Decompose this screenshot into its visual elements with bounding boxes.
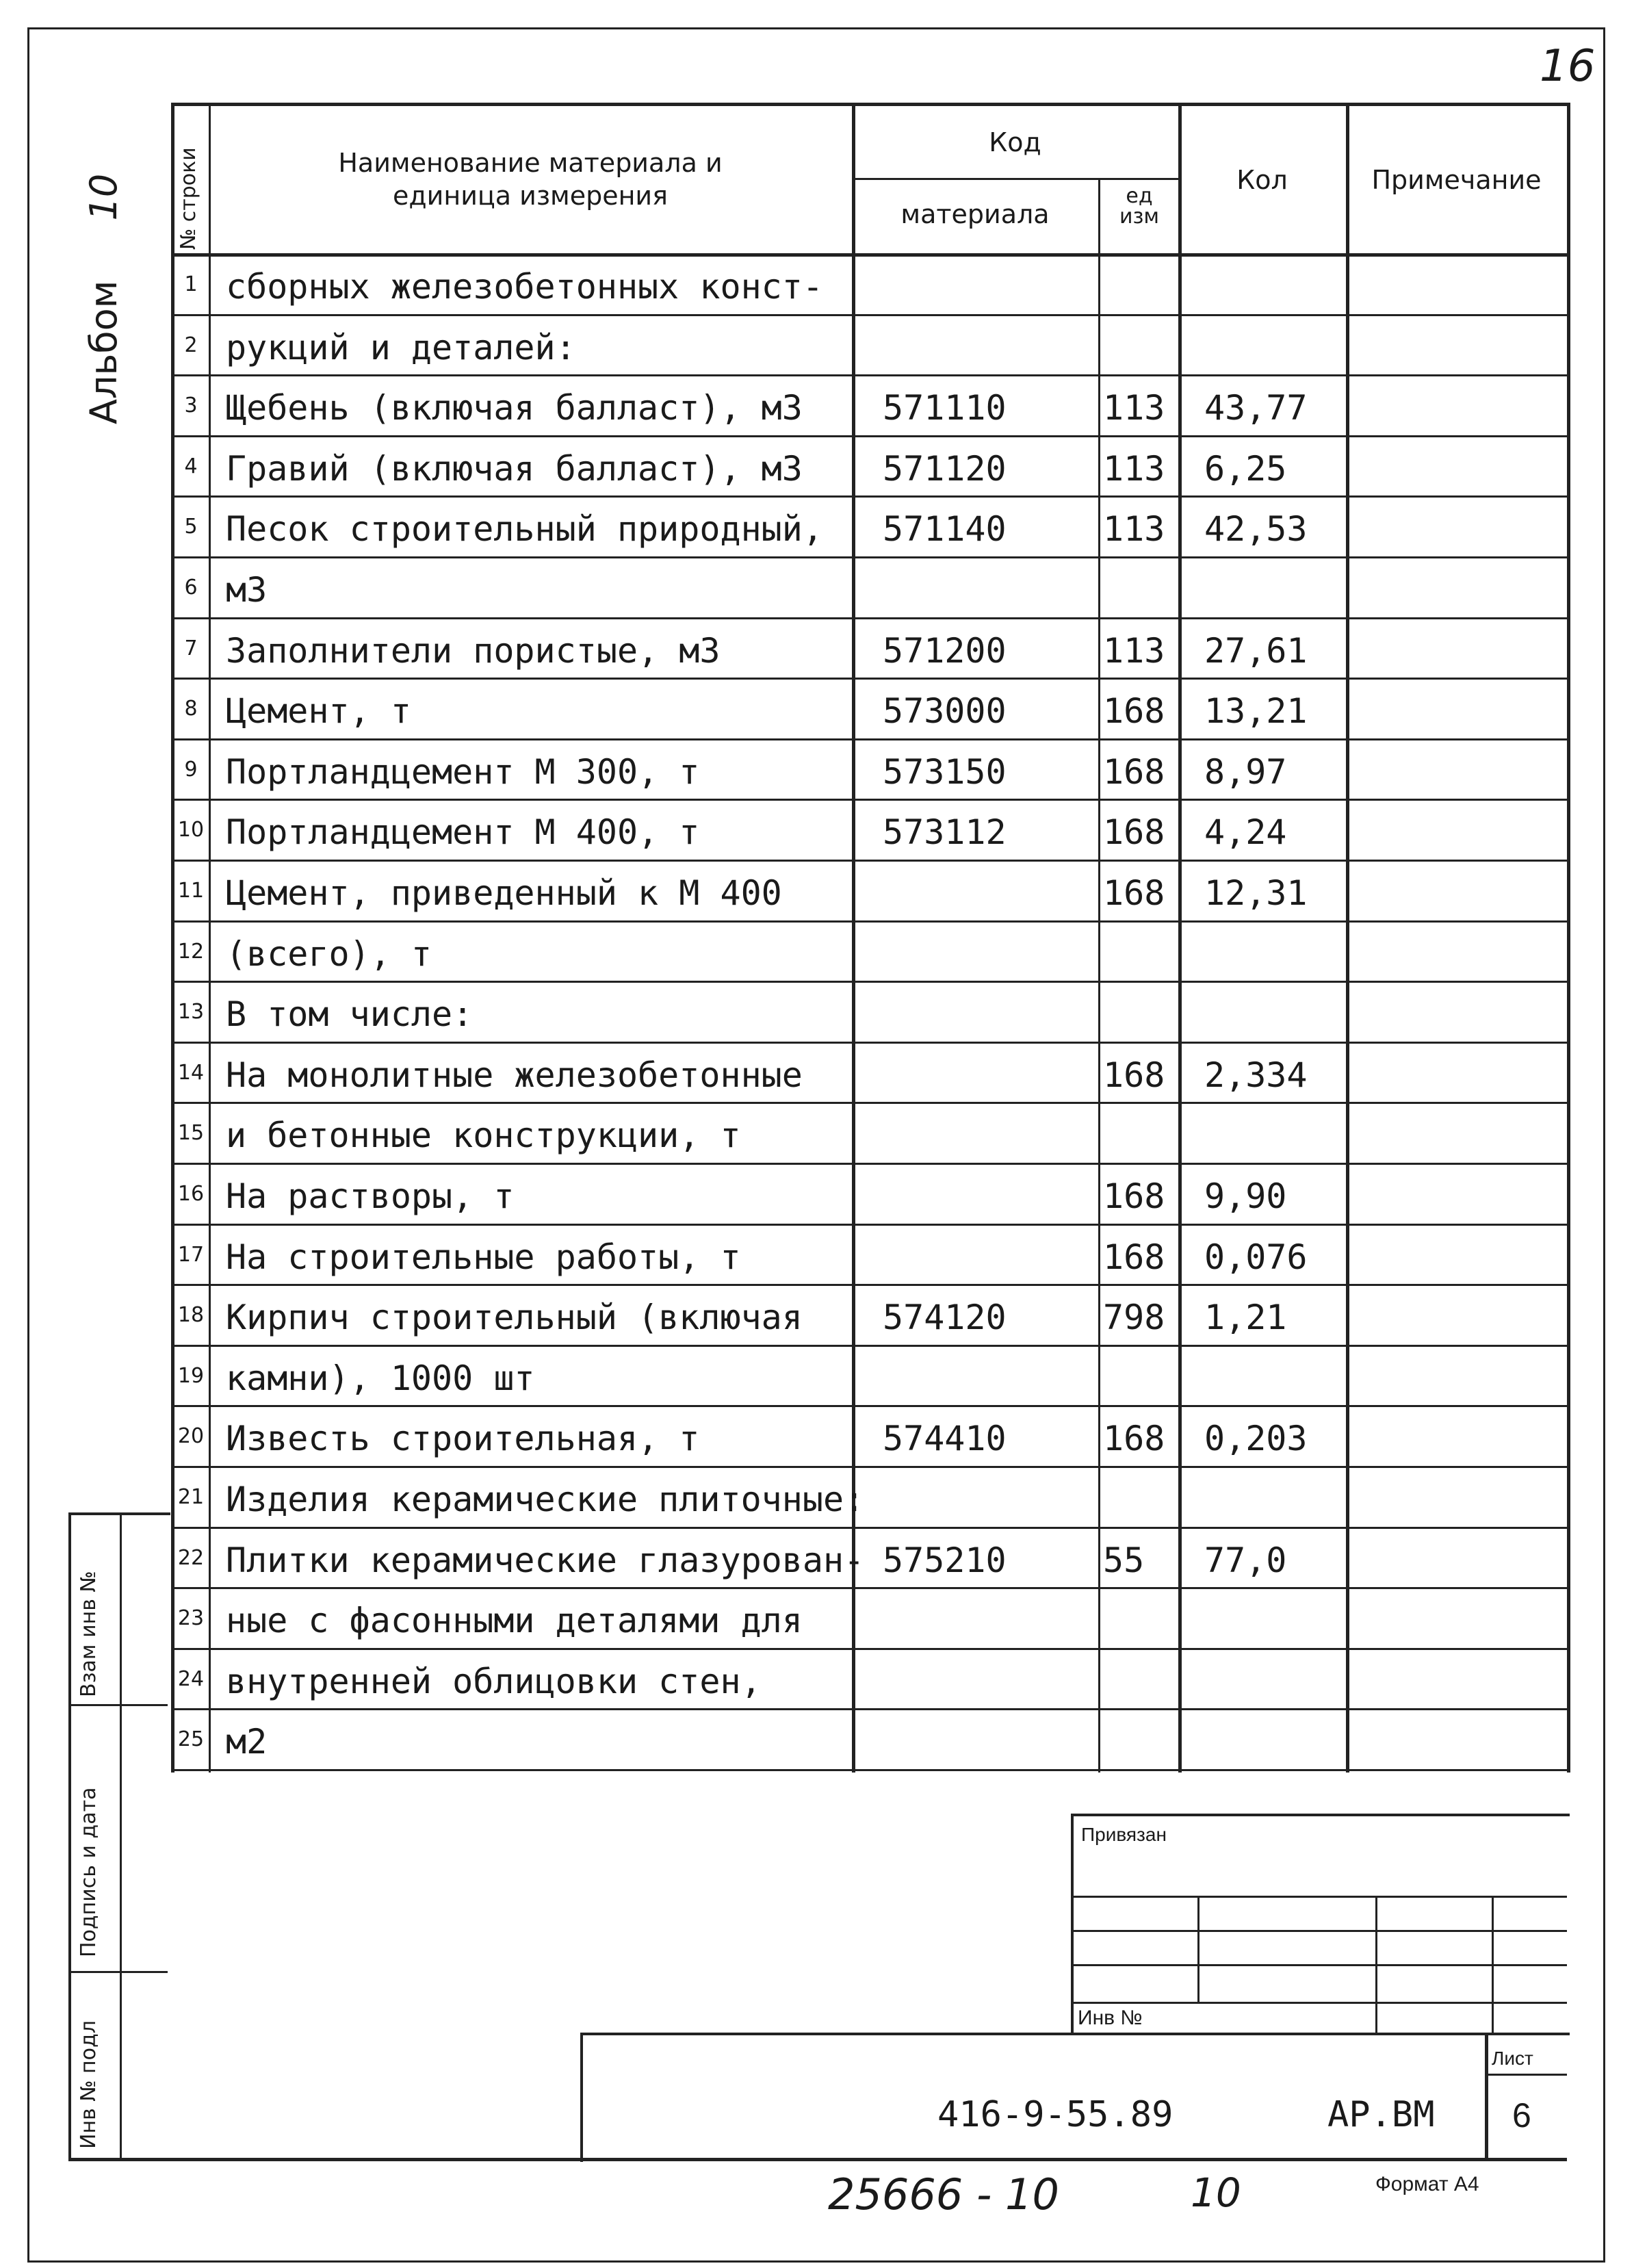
row-line <box>171 374 1569 376</box>
sheet-number: 6 <box>1512 2096 1531 2135</box>
row-line <box>171 617 1569 619</box>
row-name: камни), 1000 шт <box>226 1358 535 1398</box>
row-unit: 113 <box>1103 388 1165 428</box>
row-name: Портландцемент М 300, т <box>226 751 700 792</box>
table-bottom-line <box>171 1769 1569 1771</box>
row-qty: 9,90 <box>1204 1176 1287 1216</box>
row-unit: 168 <box>1103 751 1165 792</box>
row-name: и бетонные конструкции, т <box>226 1116 741 1156</box>
side-podpis-label: Подпись и дата <box>77 1787 101 1957</box>
row-qty: 13,21 <box>1204 691 1308 732</box>
header-qty: Кол <box>1236 165 1288 195</box>
row-line <box>171 1345 1569 1347</box>
row-name: Заполнители пористые, м3 <box>226 630 721 671</box>
row-number: 19 <box>177 1363 205 1388</box>
privyazan-divider-3 <box>1492 1896 1494 2033</box>
row-number: 25 <box>177 1727 205 1752</box>
row-line <box>171 1224 1569 1226</box>
row-line <box>171 738 1569 740</box>
col-divider-qty <box>1346 103 1349 1773</box>
row-unit: 55 <box>1103 1540 1145 1580</box>
row-unit: 798 <box>1103 1298 1165 1338</box>
row-name: Плитки керамические глазурован- <box>226 1540 865 1580</box>
row-name: Цемент, приведенный к М 400 <box>226 873 782 913</box>
row-unit: 113 <box>1103 509 1165 550</box>
code-subheader-line <box>852 178 1178 180</box>
title-sheet-line <box>1485 2074 1567 2076</box>
row-name: На строительные работы, т <box>226 1237 741 1277</box>
col-divider-code <box>1098 178 1100 1773</box>
row-name: (всего), т <box>226 933 432 974</box>
row-unit: 168 <box>1103 1419 1165 1459</box>
header-note: Примечание <box>1371 165 1542 195</box>
row-code: 571110 <box>883 388 1007 428</box>
row-number: 18 <box>177 1303 205 1328</box>
col-divider-rownum <box>209 103 211 1773</box>
row-line <box>171 920 1569 923</box>
row-line <box>171 1405 1569 1407</box>
row-code: 575210 <box>883 1540 1007 1580</box>
privyazan-divider-1 <box>1197 1896 1199 2002</box>
row-unit: 113 <box>1103 448 1165 489</box>
row-number: 22 <box>177 1545 205 1570</box>
row-number: 1 <box>184 272 198 296</box>
side-vzam-label: Взам инв № <box>77 1571 101 1697</box>
row-number: 9 <box>184 757 198 782</box>
page-number: 16 <box>1540 41 1596 92</box>
row-code: 574410 <box>883 1419 1007 1459</box>
row-qty: 12,31 <box>1204 873 1308 913</box>
header-row-no: № строки <box>177 147 200 250</box>
row-number: 2 <box>184 333 198 357</box>
album-label-text: Альбом <box>82 280 125 424</box>
row-line <box>171 435 1569 437</box>
row-number: 5 <box>184 515 198 539</box>
row-qty: 27,61 <box>1204 630 1308 671</box>
row-qty: 42,53 <box>1204 509 1308 550</box>
row-code: 574120 <box>883 1298 1007 1338</box>
row-qty: 43,77 <box>1204 388 1308 428</box>
row-name: м3 <box>226 570 268 610</box>
row-unit: 168 <box>1103 812 1165 853</box>
row-name: внутренней облицовки стен, <box>226 1661 762 1701</box>
title-sheet-divider <box>1485 2033 1488 2159</box>
row-number: 16 <box>177 1182 205 1206</box>
section-code: АР.ВМ <box>1327 2094 1435 2135</box>
bottom-number: 10 <box>1191 2169 1241 2216</box>
row-name: ные с фасонными деталями для <box>226 1601 803 1641</box>
title-bottom-line <box>68 2158 1567 2161</box>
row-number: 12 <box>177 939 205 964</box>
row-qty: 8,97 <box>1204 751 1287 792</box>
row-line <box>171 314 1569 316</box>
row-qty: 1,21 <box>1204 1298 1287 1338</box>
table-border-right <box>1567 103 1570 1773</box>
row-line <box>171 495 1569 498</box>
album-label <box>82 174 125 424</box>
row-name: На растворы, т <box>226 1176 515 1216</box>
side-stamp-line-1 <box>68 1704 168 1706</box>
row-name: Известь строительная, т <box>226 1419 700 1459</box>
row-number: 10 <box>177 818 205 842</box>
header-code-unit: ед изм <box>1119 184 1160 229</box>
row-number: 7 <box>184 636 198 660</box>
privyazan-divider-2 <box>1375 1896 1377 2033</box>
row-unit: 168 <box>1103 1237 1165 1277</box>
row-code: 571120 <box>883 448 1007 489</box>
inv-no-label: Инв № <box>1078 2007 1143 2029</box>
row-qty: 77,0 <box>1204 1540 1287 1580</box>
row-line <box>171 1587 1569 1589</box>
row-line <box>171 1163 1569 1165</box>
row-unit: 168 <box>1103 691 1165 732</box>
row-number: 20 <box>177 1424 205 1449</box>
row-line <box>171 1042 1569 1044</box>
side-stamp-line-2 <box>68 1971 168 1973</box>
row-number: 6 <box>184 576 198 600</box>
doc-code: 416-9-55.89 <box>937 2094 1173 2135</box>
row-line <box>171 1648 1569 1650</box>
row-line <box>171 981 1569 983</box>
row-number: 13 <box>177 1000 205 1025</box>
row-name: рукций и деталей: <box>226 327 576 368</box>
row-name: Гравий (включая балласт), м3 <box>226 448 803 489</box>
row-code: 571140 <box>883 509 1007 550</box>
table-border-top <box>171 103 1569 106</box>
row-number: 4 <box>184 454 198 478</box>
row-number: 23 <box>177 1606 205 1631</box>
row-number: 11 <box>177 879 205 903</box>
row-line <box>171 556 1569 558</box>
row-name: Цемент, т <box>226 691 411 732</box>
row-number: 17 <box>177 1242 205 1267</box>
row-name: сборных железобетонных конст- <box>226 267 823 307</box>
row-qty: 2,334 <box>1204 1055 1308 1095</box>
row-number: 24 <box>177 1666 205 1691</box>
album-number: 10 <box>82 173 125 221</box>
row-name: Щебень (включая балласт), м3 <box>226 388 803 428</box>
row-unit: 168 <box>1103 1055 1165 1095</box>
row-qty: 0,076 <box>1204 1237 1308 1277</box>
row-qty: 4,24 <box>1204 812 1287 853</box>
row-number: 14 <box>177 1060 205 1085</box>
side-inv-podl-label: Инв № подл <box>77 2020 101 2149</box>
col-divider-name <box>852 103 855 1773</box>
row-number: 3 <box>184 394 198 418</box>
row-qty: 0,203 <box>1204 1419 1308 1459</box>
header-code: Код <box>989 127 1041 157</box>
list-label: Лист <box>1492 2048 1533 2069</box>
bottom-handwritten: 25666 - 10 <box>828 2169 1059 2219</box>
row-name: Песок строительный природный, <box>226 509 823 550</box>
row-name: Портландцемент М 400, т <box>226 812 700 853</box>
row-name: На монолитные железобетонные <box>226 1055 803 1095</box>
row-name: Кирпич строительный (включая <box>226 1298 803 1338</box>
row-code: 571200 <box>883 630 1007 671</box>
row-qty: 6,25 <box>1204 448 1287 489</box>
row-unit: 113 <box>1103 630 1165 671</box>
row-name: м2 <box>226 1722 268 1762</box>
row-line <box>171 678 1569 680</box>
header-bottom-line <box>171 253 1569 257</box>
row-number: 8 <box>184 697 198 721</box>
row-line <box>171 1708 1569 1710</box>
row-code: 573000 <box>883 691 1007 732</box>
row-line <box>171 1527 1569 1529</box>
row-number: 15 <box>177 1121 205 1146</box>
row-name: Изделия керамические плиточные: <box>226 1480 865 1519</box>
header-name: Наименование материала и единица измерения <box>338 148 723 211</box>
row-number: 21 <box>177 1485 205 1509</box>
privyazan-label: Привязан <box>1081 1824 1167 1845</box>
header-code-material: материала <box>900 199 1050 229</box>
row-unit: 168 <box>1103 873 1165 913</box>
col-divider-unit <box>1178 103 1182 1773</box>
row-line <box>171 860 1569 862</box>
side-stamp-divider <box>120 1512 122 2158</box>
row-line <box>171 1284 1569 1286</box>
row-unit: 168 <box>1103 1176 1165 1216</box>
row-line <box>171 1102 1569 1104</box>
row-code: 573112 <box>883 812 1007 853</box>
row-line <box>171 799 1569 801</box>
format-label: Формат А4 <box>1375 2173 1479 2195</box>
row-code: 573150 <box>883 751 1007 792</box>
row-name: В том числе: <box>226 994 474 1035</box>
row-line <box>171 1466 1569 1468</box>
